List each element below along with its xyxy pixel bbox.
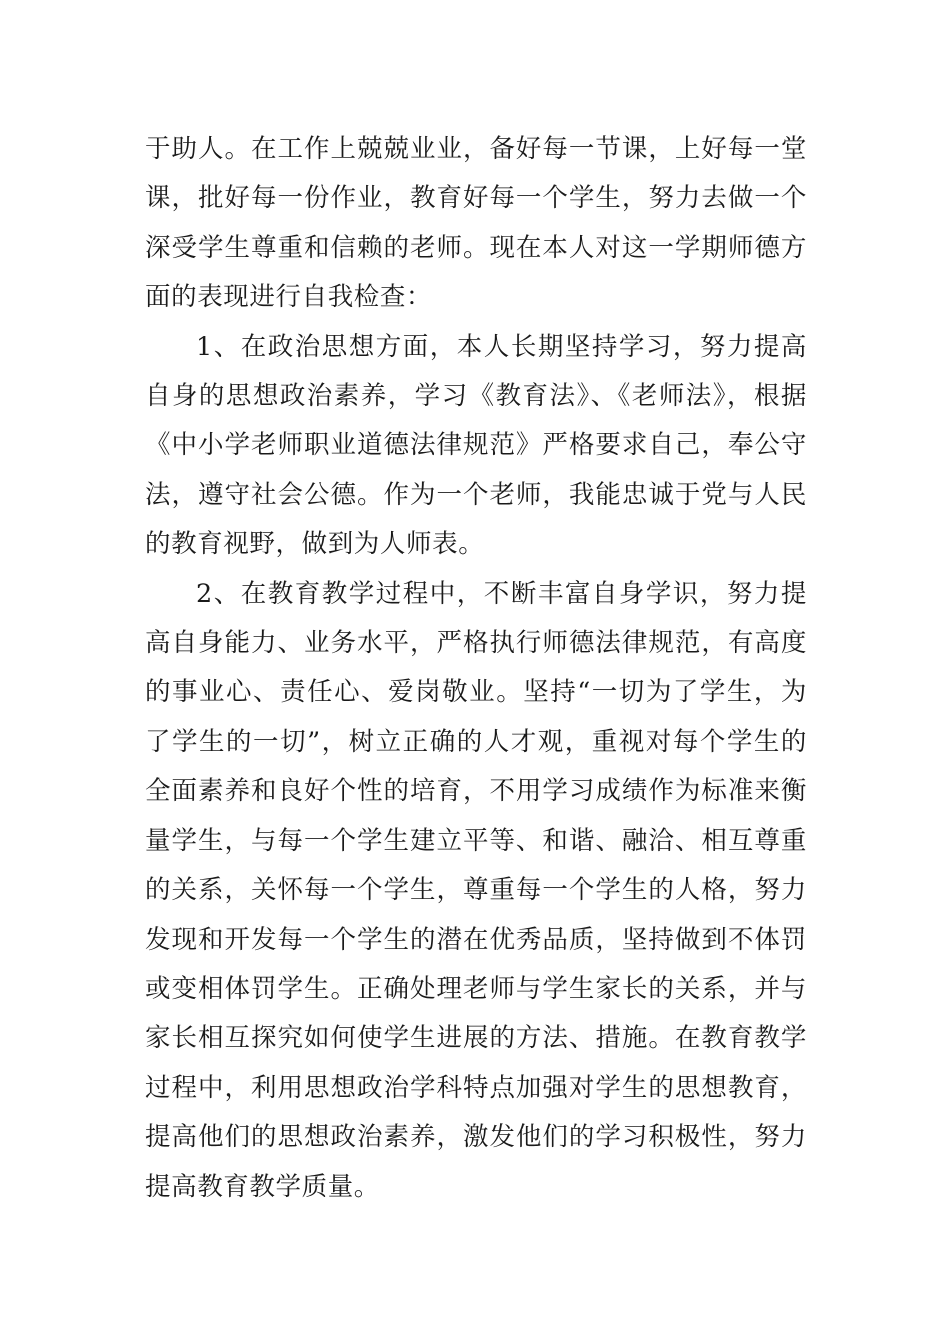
document-body: [145, 125, 807, 1212]
paragraph-continuation: 于助人。在工作上兢兢业业，备好每一节课，上好每一堂课，批好每一份作业，教育好每一个学生，努力去做一个深受学生尊重和信赖的老师。现在本人对这一学期师德方面的表现进行自我检查：: [145, 134, 807, 313]
paragraph-political-thought: 1、在政治思想方面，本人长期坚持学习，努力提高自身的思想政治素养，学习《教育法》、《老师法》，根据《中小学老师职业道德法律规范》严格要求自己，奉公守法，遵守社会公德。作为一个老师，我能忠诚于党与人民的教育视野，做到为人师表。: [145, 331, 807, 560]
paragraph-teaching-process: 2、在教育教学过程中，不断丰富自身学识，努力提高自身能力、业务水平，严格执行师德法律规范，有高度的事业心、责任心、爱岗敬业。坚持“一切为了学生，为了学生的一切”，树立正确的人才观，重视对每个学生的全面素养和良好个性的培育，不用学习成绩作为标准来衡量学生，与每一个学生建立平等、和谐、融洽、相互尊重的关系，关怀每一个学生，尊重每一个学生的人格，努力发现和开发每一个学生的潜在优秀品质，坚持做到不体罚或变相体罚学生。正确处理老师与学生家长的关系，并与家长相互探究如何使学生进展的方法、措施。在教育教学过程中，利用思想政治学科特点加强对学生的思想教育，提高他们的思想政治素养，激发他们的学习积极性，努力提高教育教学质量。: [145, 578, 807, 1202]
